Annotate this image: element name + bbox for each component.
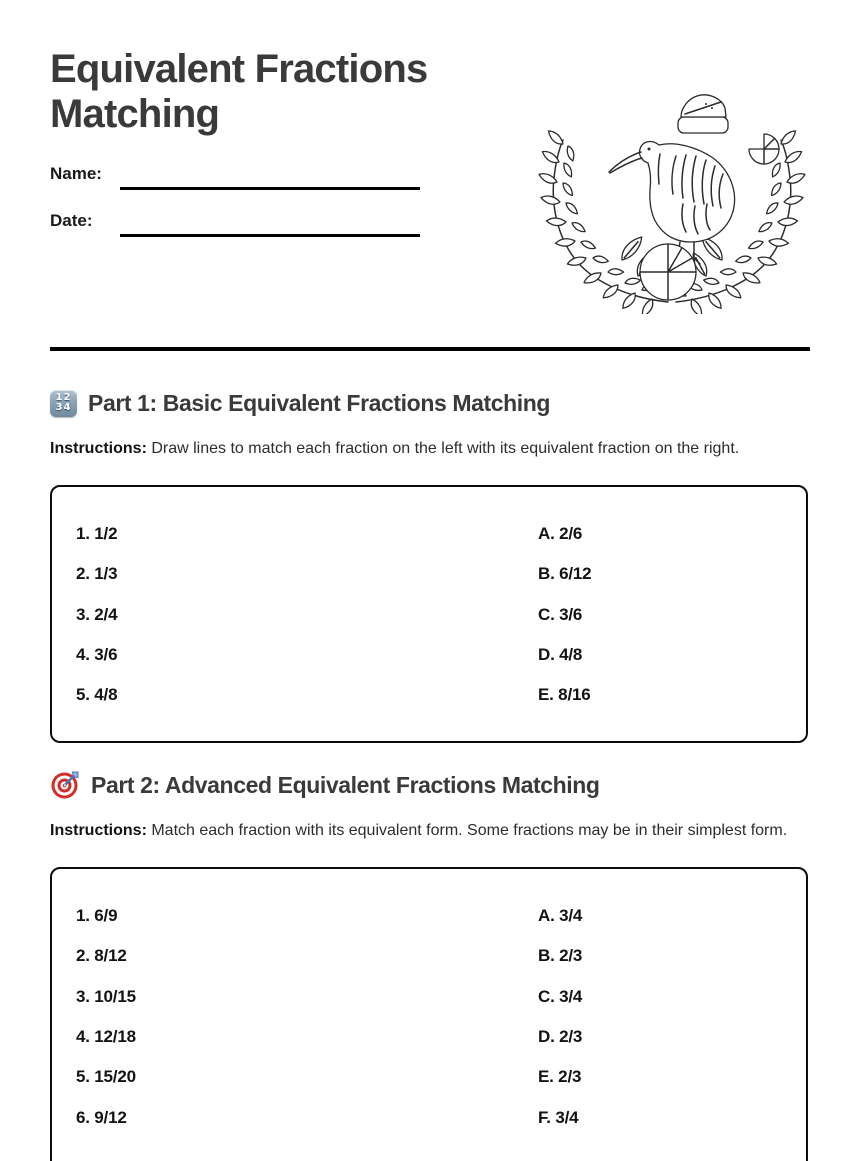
section-divider	[50, 347, 810, 351]
part2-right-item-e: E. 2/3	[538, 1067, 582, 1087]
part2-right-item-b: B. 2/3	[538, 946, 583, 966]
part1-right-item-e: E. 8/16	[538, 685, 591, 705]
part1-left-item-4: 4. 3/6	[76, 645, 118, 665]
part2-instructions-label: Instructions:	[50, 822, 147, 839]
part2-left-item-2: 2. 8/12	[76, 946, 127, 966]
name-label: Name:	[50, 164, 102, 183]
part1-heading: Part 1: Basic Equivalent Fractions Matching	[88, 389, 551, 416]
name-input-line[interactable]	[120, 187, 420, 190]
page-title: Equivalent Fractions Matching	[50, 47, 428, 136]
part2-left-item-5: 5. 15/20	[76, 1067, 136, 1087]
match-row	[76, 514, 806, 554]
part1-heading-row	[50, 387, 550, 419]
match-row	[76, 595, 806, 635]
part1-right-item-c: C. 3/6	[538, 604, 583, 624]
kiwi-fractions-illustration	[538, 92, 806, 314]
part1-right-item-b: B. 6/12	[538, 564, 592, 584]
part2-right-item-c: C. 3/4	[538, 986, 583, 1006]
part2-left-item-3: 3. 10/15	[76, 986, 136, 1006]
part1-matching-box	[50, 485, 808, 743]
part2-heading-row	[50, 769, 600, 801]
match-row	[76, 936, 806, 976]
input-numbers-icon: 12 34	[50, 390, 77, 417]
part1-instructions-text: Draw lines to match each fraction on the left with its equivalent fraction on the right.	[151, 440, 740, 457]
part2-left-item-1: 1. 6/9	[76, 906, 118, 926]
dart-target-icon	[50, 770, 80, 800]
part2-right-item-d: D. 2/3	[538, 1027, 583, 1047]
match-row	[76, 675, 806, 715]
part2-right-item-f: F. 3/4	[538, 1107, 579, 1127]
part1-left-item-3: 3. 2/4	[76, 604, 118, 624]
part1-left-item-5: 5. 4/8	[76, 685, 118, 705]
match-row	[76, 635, 806, 675]
partial-fraction-circle	[749, 134, 779, 164]
part2-matching-box	[50, 867, 808, 1161]
date-label: Date:	[50, 211, 93, 230]
part1-right-item-d: D. 4/8	[538, 645, 583, 665]
part2-left-item-6: 6. 9/12	[76, 1107, 127, 1127]
date-input-line[interactable]	[120, 234, 420, 237]
part1-instructions	[50, 440, 739, 458]
fraction-circle	[640, 244, 696, 300]
part2-right-item-a: A. 3/4	[538, 906, 583, 926]
cake-slice	[678, 95, 728, 133]
part2-heading: Part 2: Advanced Equivalent Fractions Matching	[91, 771, 600, 798]
part1-left-item-1: 1. 1/2	[76, 524, 118, 544]
part2-instructions-text: Match each fraction with its equivalent form. Some fractions may be in their simplest form.	[151, 822, 788, 839]
part1-right-item-a: A. 2/6	[538, 524, 583, 544]
part1-instructions-label: Instructions:	[50, 440, 147, 457]
part1-left-item-2: 2. 1/3	[76, 564, 118, 584]
match-row	[76, 1017, 806, 1057]
match-row	[76, 1057, 806, 1097]
match-row	[76, 554, 806, 594]
part2-left-item-4: 4. 12/18	[76, 1027, 136, 1047]
match-row	[76, 977, 806, 1017]
match-row	[76, 1097, 806, 1137]
part2-instructions	[50, 822, 787, 840]
match-row	[76, 896, 806, 936]
